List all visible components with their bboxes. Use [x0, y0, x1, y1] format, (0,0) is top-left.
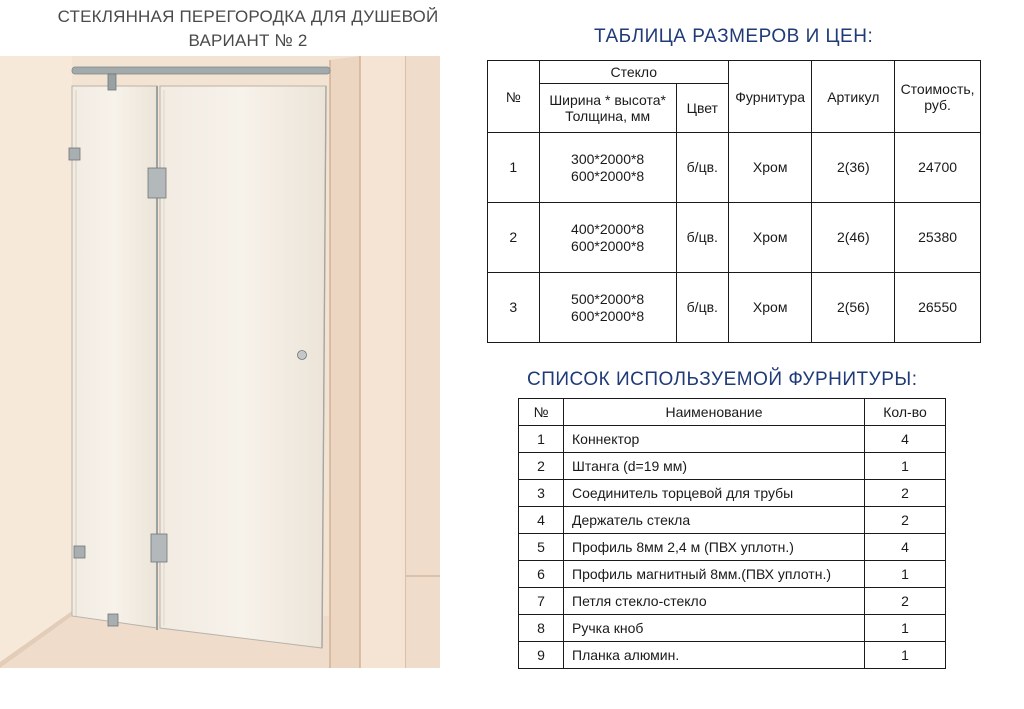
col-header-color: Цвет — [676, 84, 728, 133]
col-header-num: № — [488, 61, 540, 133]
list-item — [519, 642, 946, 669]
price-table-title: ТАБЛИЦА РАЗМЕРОВ И ЦЕН: — [594, 26, 874, 47]
row-fittings: Хром — [728, 203, 812, 273]
list-item — [519, 507, 946, 534]
row-num: 2 — [488, 203, 540, 273]
item-name: Петля стекло-стекло — [564, 588, 865, 615]
row-num: 3 — [488, 273, 540, 343]
col-header-glass: Стекло — [539, 61, 728, 84]
table-row — [488, 273, 981, 343]
row-size-1: 300*2000*8 — [571, 150, 645, 167]
cost-header-line1: Стоимость, — [900, 80, 975, 97]
knob-handle — [298, 351, 307, 360]
fittings-table — [518, 398, 946, 669]
floor-connector — [108, 614, 118, 626]
row-sizes — [539, 273, 676, 343]
col-header-qty: Кол-во — [865, 399, 946, 426]
table-row — [488, 203, 981, 273]
row-fittings: Хром — [728, 133, 812, 203]
col-header-size — [539, 84, 676, 133]
size-header-line1: Ширина * высота* — [549, 92, 666, 108]
item-qty: 2 — [865, 588, 946, 615]
item-name: Штанга (d=19 мм) — [564, 453, 865, 480]
glass-door — [160, 86, 326, 648]
fittings-list-title: СПИСОК ИСПОЛЬЗУЕМОЙ ФУРНИТУРЫ: — [527, 369, 918, 390]
row-article: 2(56) — [812, 273, 895, 343]
item-num: 6 — [519, 561, 564, 588]
item-num: 2 — [519, 453, 564, 480]
item-qty: 4 — [865, 426, 946, 453]
row-color: б/цв. — [676, 203, 728, 273]
col-header-name: Наименование — [564, 399, 865, 426]
row-num: 1 — [488, 133, 540, 203]
item-qty: 4 — [865, 534, 946, 561]
row-size-2: 600*2000*8 — [571, 237, 645, 254]
row-size-1: 400*2000*8 — [571, 220, 645, 237]
item-num: 9 — [519, 642, 564, 669]
item-name: Планка алюмин. — [564, 642, 865, 669]
glass-holder-bottom — [74, 546, 85, 558]
bar-connector — [108, 74, 116, 90]
item-qty: 1 — [865, 615, 946, 642]
item-qty: 1 — [865, 453, 946, 480]
row-article: 2(36) — [812, 133, 895, 203]
list-item — [519, 615, 946, 642]
row-size-2: 600*2000*8 — [571, 307, 645, 324]
hinge-top — [148, 168, 166, 198]
list-item — [519, 561, 946, 588]
col-header-cost — [895, 61, 981, 133]
column-side — [330, 56, 360, 668]
item-name: Профиль 8мм 2,4 м (ПВХ уплотн.) — [564, 534, 865, 561]
cost-header-line2: руб. — [924, 96, 951, 113]
row-cost: 25380 — [895, 203, 981, 273]
list-item — [519, 534, 946, 561]
item-name: Ручка кноб — [564, 615, 865, 642]
row-cost: 26550 — [895, 273, 981, 343]
list-item — [519, 453, 946, 480]
list-item — [519, 588, 946, 615]
row-article: 2(46) — [812, 203, 895, 273]
illustration-title — [48, 5, 448, 53]
illustration-title-line2: ВАРИАНТ № 2 — [188, 31, 308, 50]
table-row — [488, 133, 981, 203]
item-qty: 1 — [865, 561, 946, 588]
item-num: 7 — [519, 588, 564, 615]
item-qty: 2 — [865, 480, 946, 507]
item-num: 1 — [519, 426, 564, 453]
col-header-article: Артикул — [812, 61, 895, 133]
row-fittings: Хром — [728, 273, 812, 343]
item-name: Коннектор — [564, 426, 865, 453]
row-cost: 24700 — [895, 133, 981, 203]
hinge-bottom — [151, 534, 167, 562]
row-sizes — [539, 133, 676, 203]
item-qty: 1 — [865, 642, 946, 669]
glass-holder-top — [69, 148, 80, 160]
left-wall-shade — [0, 56, 72, 668]
illustration-title-line1: СТЕКЛЯННАЯ ПЕРЕГОРОДКА ДЛЯ ДУШЕВОЙ — [57, 7, 439, 26]
size-header-line2: Толщина, мм — [565, 108, 651, 124]
item-qty: 2 — [865, 507, 946, 534]
row-color: б/цв. — [676, 133, 728, 203]
item-num: 3 — [519, 480, 564, 507]
price-table — [487, 60, 981, 343]
col-header-num: № — [519, 399, 564, 426]
item-name: Держатель стекла — [564, 507, 865, 534]
list-item — [519, 426, 946, 453]
col-header-fittings: Фурнитура — [728, 61, 812, 133]
row-sizes — [539, 203, 676, 273]
item-num: 5 — [519, 534, 564, 561]
top-bar — [72, 67, 330, 74]
shower-partition-illustration — [0, 56, 440, 668]
item-num: 8 — [519, 615, 564, 642]
list-item — [519, 480, 946, 507]
item-num: 4 — [519, 507, 564, 534]
row-color: б/цв. — [676, 273, 728, 343]
column-front — [360, 56, 406, 668]
row-size-1: 500*2000*8 — [571, 290, 645, 307]
row-size-2: 600*2000*8 — [571, 167, 645, 184]
item-name: Профиль магнитный 8мм.(ПВХ уплотн.) — [564, 561, 865, 588]
item-name: Соединитель торцевой для трубы — [564, 480, 865, 507]
